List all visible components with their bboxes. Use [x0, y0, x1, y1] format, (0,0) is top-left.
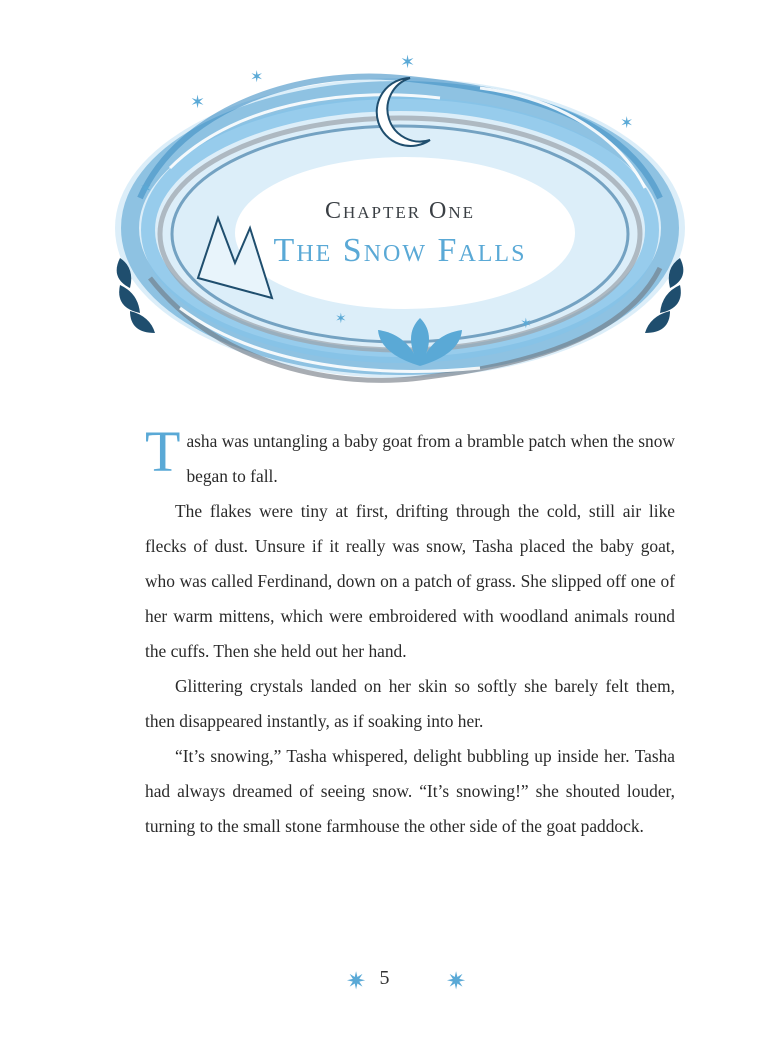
paragraph: “It’s snowing,” Tasha whispered, delight bubbling up inside her. Tasha had always dreamed of seeing snow. “It’s snowing!” she shouted louder, turning to the small stone farmhouse the other side of the goat paddock.: [145, 746, 675, 836]
snowflake-star-icon: [444, 965, 474, 1000]
page-number: 5: [379, 967, 390, 989]
svg-text:✶: ✶: [190, 92, 206, 112]
swirl-frame-illustration: [100, 48, 700, 408]
svg-text:✶: ✶: [335, 312, 347, 327]
drop-cap: T: [145, 419, 181, 484]
svg-text:✷: ✷: [346, 969, 367, 995]
paragraph: [145, 419, 675, 494]
svg-text:✶: ✶: [250, 69, 264, 86]
chapter-label: Chapter One: [324, 198, 476, 224]
svg-text:✶: ✶: [520, 317, 532, 332]
svg-text:✷: ✷: [446, 969, 467, 995]
chapter-header-illustration: [100, 48, 700, 408]
paragraph-text: asha was untangling a baby goat from a bramble patch when the snow began to fall.: [186, 431, 675, 486]
paragraph: The flakes were tiny at first, drifting through the cold, still air like flecks of dust. Unsure if it really was snow, Tasha placed the baby goat, who was called Ferdinand, down on a patch of grass. She slipped off one of her warm mittens, which were embroidered with woodland animals round the cuffs. Then she held out her hand.: [145, 501, 675, 661]
paragraph: Glittering crystals landed on her skin so softly she barely felt them, then disappeared instantly, as if soaking into her.: [145, 676, 675, 731]
svg-text:✶: ✶: [400, 52, 416, 72]
svg-text:✶: ✶: [620, 115, 634, 132]
page-footer: [0, 962, 769, 998]
chapter-body: [145, 419, 675, 844]
chapter-title: The Snow Falls: [273, 232, 527, 269]
svg-text:✶: ✶: [140, 182, 152, 197]
